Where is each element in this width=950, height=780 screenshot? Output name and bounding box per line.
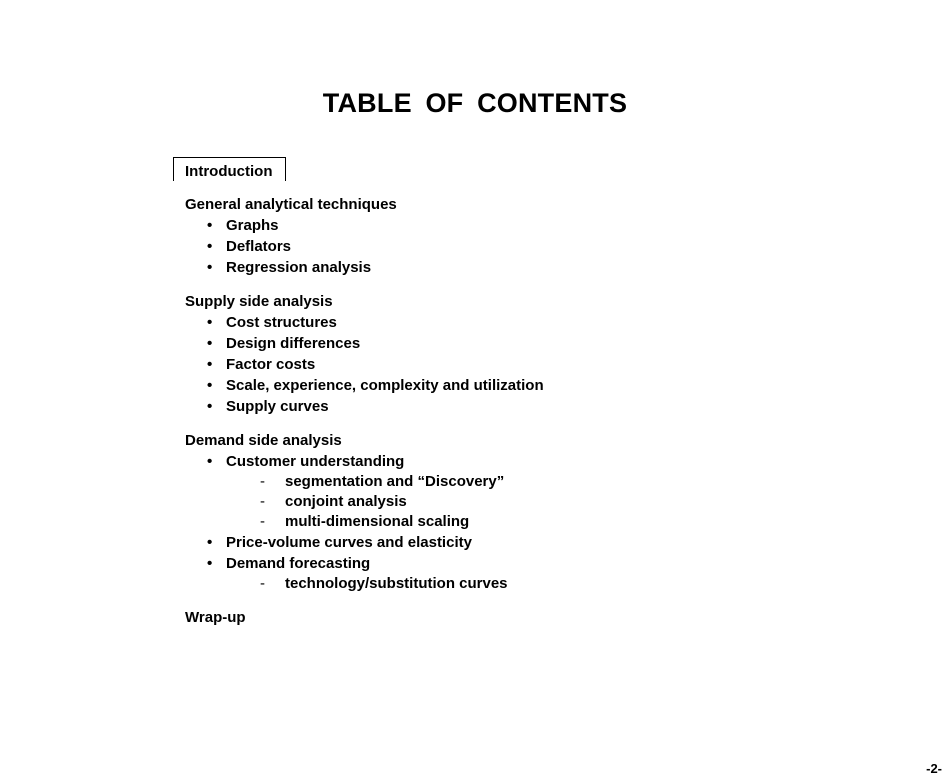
bullet-mark: • bbox=[207, 534, 213, 551]
toc-item[interactable] bbox=[185, 215, 873, 236]
toc-subitem-label: multi-dimensional scaling bbox=[285, 513, 470, 530]
toc-item-label: Regression analysis bbox=[226, 259, 372, 276]
bullet-mark: • bbox=[207, 335, 213, 352]
toc-item[interactable] bbox=[185, 333, 873, 354]
page-number: -2- bbox=[926, 761, 942, 776]
toc-item[interactable] bbox=[185, 553, 873, 574]
toc-subitem-label: segmentation and “Discovery” bbox=[285, 473, 505, 490]
toc-subitem[interactable] bbox=[185, 512, 873, 532]
bullet-mark: • bbox=[207, 314, 213, 331]
toc-heading-supply[interactable]: Supply side analysis bbox=[185, 293, 333, 310]
toc-item-label: Supply curves bbox=[226, 398, 329, 415]
bullet-mark: • bbox=[207, 238, 213, 255]
toc-item[interactable] bbox=[185, 375, 873, 396]
toc-section-wrapup bbox=[185, 607, 873, 628]
toc-introduction-current[interactable]: Introduction bbox=[173, 157, 286, 181]
toc-item-label: Cost structures bbox=[226, 314, 337, 331]
toc-item[interactable] bbox=[185, 354, 873, 375]
bullet-mark: • bbox=[207, 356, 213, 373]
dash-mark: - bbox=[260, 513, 265, 530]
toc-item-label: Design differences bbox=[226, 335, 361, 352]
bullet-mark: • bbox=[207, 398, 213, 415]
toc-subitem-label: technology/substitution curves bbox=[285, 575, 508, 592]
toc-item-label: Graphs bbox=[226, 217, 279, 234]
toc-item[interactable] bbox=[185, 532, 873, 553]
toc-heading-wrapup[interactable]: Wrap-up bbox=[185, 609, 246, 626]
table-of-contents bbox=[173, 157, 873, 628]
toc-item-label: Price-volume curves and elasticity bbox=[226, 534, 472, 551]
toc-heading-general[interactable]: General analytical techniques bbox=[185, 196, 397, 213]
toc-item[interactable] bbox=[185, 236, 873, 257]
toc-item-label: Factor costs bbox=[226, 356, 316, 373]
toc-subitem-label: conjoint analysis bbox=[285, 493, 407, 510]
toc-item[interactable] bbox=[185, 312, 873, 333]
dash-mark: - bbox=[260, 575, 265, 592]
toc-item-label: Customer understanding bbox=[226, 453, 405, 470]
toc-item[interactable] bbox=[185, 257, 873, 278]
toc-heading-demand[interactable]: Demand side analysis bbox=[185, 432, 342, 449]
toc-subitem[interactable] bbox=[185, 492, 873, 512]
toc-item[interactable] bbox=[185, 396, 873, 417]
toc-item-label: Deflators bbox=[226, 238, 292, 255]
toc-section-supply bbox=[185, 291, 873, 417]
bullet-mark: • bbox=[207, 555, 213, 572]
dash-mark: - bbox=[260, 493, 265, 510]
toc-subitem[interactable] bbox=[185, 574, 873, 594]
dash-mark: - bbox=[260, 473, 265, 490]
page-title: TABLE OF CONTENTS bbox=[322, 88, 628, 118]
toc-subitem[interactable] bbox=[185, 472, 873, 492]
bullet-mark: • bbox=[207, 217, 213, 234]
bullet-mark: • bbox=[207, 377, 213, 394]
toc-section-demand bbox=[185, 430, 873, 594]
toc-item-label: Scale, experience, complexity and utilization bbox=[226, 377, 544, 394]
bullet-mark: • bbox=[207, 259, 213, 276]
toc-item[interactable] bbox=[185, 451, 873, 472]
toc-item-label: Demand forecasting bbox=[226, 555, 371, 572]
bullet-mark: • bbox=[207, 453, 213, 470]
toc-section-general bbox=[185, 194, 873, 278]
